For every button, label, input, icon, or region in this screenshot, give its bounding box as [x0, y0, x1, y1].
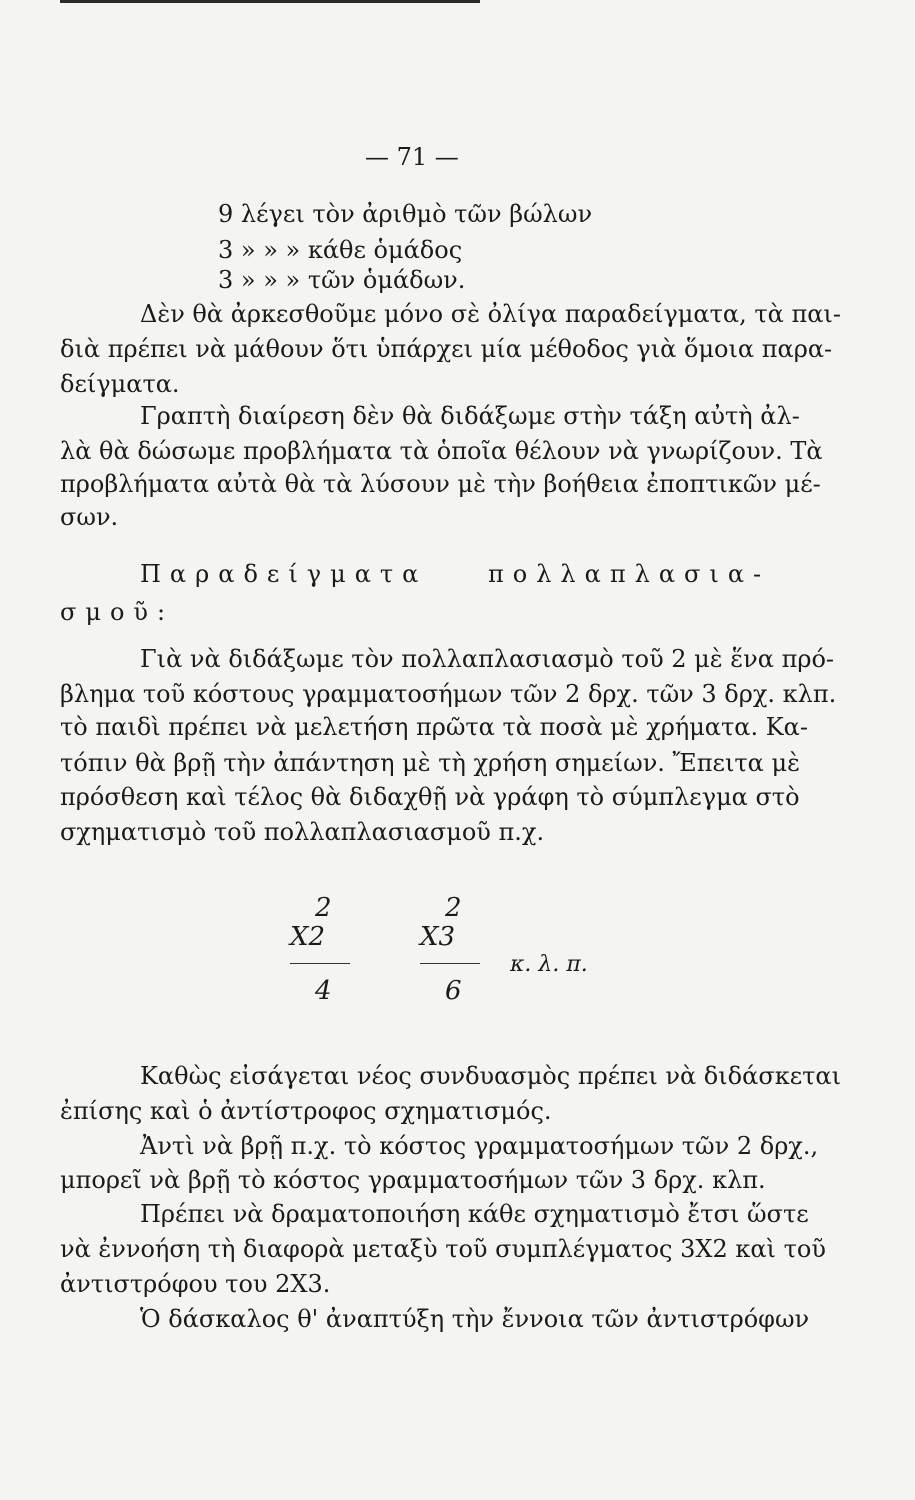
example-2-rule [420, 963, 480, 964]
paragraph-line: Δὲν θὰ ἀρκεσθοῦμε μόνο σὲ ὀλίγα παραδείγματα, τὰ παι- [140, 300, 841, 328]
paragraph-line: σων. [60, 503, 119, 531]
intro-line-3: 3 » » » τῶν ὁμάδων. [218, 266, 466, 294]
example-2-multiplier: X3 [420, 922, 456, 952]
paragraph-line: σχηματισμὸ τοῦ πολλαπλασιασμοῦ π.χ. [60, 818, 545, 846]
paragraph-line: τόπιν θὰ βρῇ τὴν ἀπάντηση μὲ τὴ χρήση σημείων. Ἔπειτα μὲ [60, 749, 800, 777]
paragraph-line: ἐπίσης καὶ ὁ ἀντίστροφος σχηματισμός. [60, 1097, 552, 1125]
section-heading: πολλαπλασια- [488, 560, 771, 588]
paragraph-line: Πρέπει νὰ δραματοποιήση κάθε σχηματισμὸ ἔτσι ὥστε [140, 1200, 809, 1228]
paragraph-line: Καθὼς εἰσάγεται νέος συνδυασμὸς πρέπει νὰ διδάσκεται [140, 1062, 842, 1090]
paragraph-line: διὰ πρέπει νὰ μάθουν ὅτι ὑπάρχει μία μέθοδος γιὰ ὅμοια παρα- [60, 335, 833, 363]
paragraph-line: δείγματα. [60, 370, 180, 398]
paragraph-line: λὰ θὰ δώσωμε προβλήματα τὰ ὁποῖα θέλουν νὰ γνωρίζουν. Τὰ [60, 437, 823, 465]
example-2-result: 6 [445, 976, 462, 1006]
intro-line-1: 9 λέγει τὸν ἀριθμὸ τῶν βώλων [218, 200, 593, 228]
paragraph-line: Γιὰ νὰ διδάξωμε τὸν πολλαπλασιασμὸ τοῦ 2 μὲ ἕνα πρό- [140, 645, 835, 673]
paragraph-line: τὸ παιδὶ πρέπει νὰ μελετήση πρῶτα τὰ ποσὰ μὲ χρήματα. Κα- [60, 713, 808, 741]
example-etc: κ. λ. π. [510, 952, 588, 977]
top-rule [60, 0, 480, 3]
example-2-top: 2 [445, 893, 462, 923]
page-number: — 71 — [365, 143, 459, 171]
section-heading: σμοῦ: [60, 598, 175, 626]
example-1-result: 4 [315, 976, 332, 1006]
paragraph-line: ἀντιστρόφου του 2Χ3. [60, 1270, 331, 1298]
paragraph-line: πρόσθεση καὶ τέλος θὰ διδαχθῇ νὰ γράφη τὸ σύμπλεγμα στὸ [60, 783, 800, 811]
example-1-rule [290, 963, 350, 964]
section-heading: Παραδείγματα [140, 560, 428, 588]
paragraph-line: Γραπτὴ διαίρεση δὲν θὰ διδάξωμε στὴν τάξη αὐτὴ ἀλ- [140, 402, 800, 430]
paragraph-line: προβλήματα αὐτὰ θὰ τὰ λύσουν μὲ τὴν βοήθεια ἐποπτικῶν μέ- [60, 470, 821, 498]
paragraph-line: μπορεῖ νὰ βρῇ τὸ κόστος γραμματοσήμων τῶν 3 δρχ. κλπ. [60, 1166, 766, 1194]
example-1-multiplier: X2 [290, 922, 326, 952]
paragraph-line: Ἀντὶ νὰ βρῇ π.χ. τὸ κόστος γραμματοσήμων τῶν 2 δρχ., [140, 1132, 819, 1160]
paragraph-line: Ὁ δάσκαλος θ' ἀναπτύξη τὴν ἔννοια τῶν ἀντιστρόφων [140, 1305, 810, 1333]
paragraph-line: βλημα τοῦ κόστους γραμματοσήμων τῶν 2 δρχ. τῶν 3 δρχ. κλπ. [60, 680, 837, 708]
intro-line-2: 3 » » » κάθε ὁμάδος [218, 236, 463, 264]
paragraph-line: νὰ ἐννοήση τὴ διαφορὰ μεταξὺ τοῦ συμπλέγματος 3Χ2 καὶ τοῦ [60, 1235, 826, 1263]
example-1-top: 2 [315, 893, 332, 923]
